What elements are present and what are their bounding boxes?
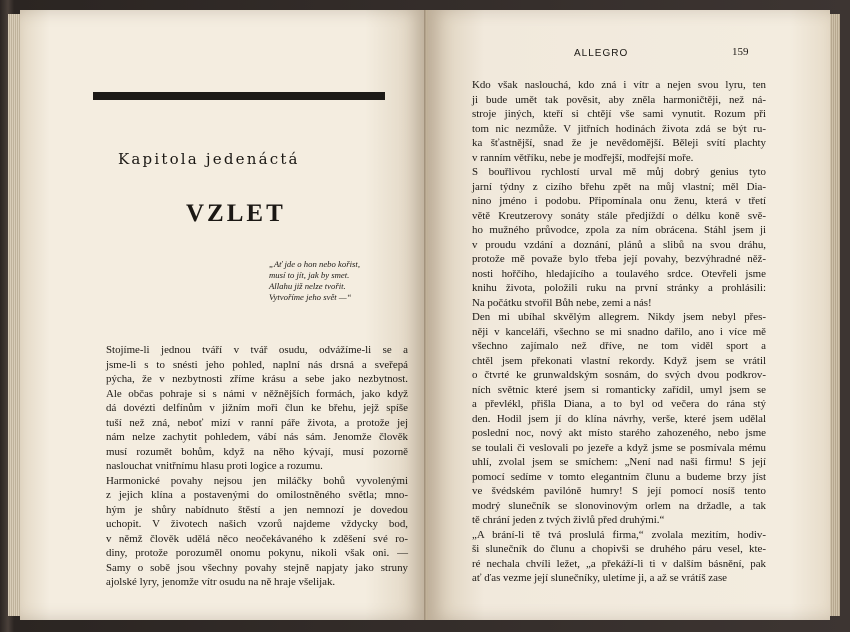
text-line: hým je shůry nabídnuto štěstí a jen nemnozí je dovedou <box>106 503 408 516</box>
text-line: uhlí, zvolal jsem se smíchem: „Není nad naši firmu! S její <box>472 456 766 468</box>
text-line: v ranním větříku, nebe je modřejší, modřejší moře. <box>472 151 694 164</box>
text-line: v němž člověk udělá něco neočekávaného k zděšení své ro- <box>106 532 408 545</box>
text-line: poslední noc, nový akt místo starého zahozeného, nebo jsme <box>472 427 766 439</box>
text-line: něji v kanceláři, všechno se mi snadno dařilo, ano i více mě <box>472 325 766 338</box>
epigraph-line: Vytvoříme jeho svět —“ <box>269 292 352 302</box>
text-line: ho mužného průvodce, zpola za ním obrácena. Stáhl jsem ji <box>472 224 766 236</box>
text-line: naslouchat vnitřnímu hlasu proti logice a rozumu. <box>106 460 323 472</box>
text-line: Ale občas pohraje si s námi v něžnějších formách, jako když <box>106 387 408 400</box>
left-body-text <box>92 343 408 590</box>
text-line: nosti hořčího, hledajícího a toulavého srdce. Otevřeli jsme <box>472 267 766 280</box>
text-line: Harmonické povahy nejsou jen miláčky bohů vyvolenými <box>106 474 408 487</box>
right-body-text <box>458 78 766 586</box>
text-line: ať ďas vezme její slunečníky, uletíme ji, a až se vrátíš zase <box>472 572 728 584</box>
paragraph <box>458 78 766 165</box>
epigraph-line: „Ať jde o hon nebo kořist, <box>269 259 360 269</box>
text-line: větě Kreutzerovy sonáty stále předjíždí o délku koně svě- <box>472 209 766 222</box>
text-line: z jejich klína a postavenými do omilostněného světla; mno- <box>106 489 408 501</box>
text-line: dá dovézti delfínům v jižním moři člun ke břehu, jejž spíše <box>106 402 408 414</box>
text-line: ajolské lyry, jenomže vítr osudu na ně hraje všelijak. <box>106 576 336 588</box>
epigraph <box>269 259 426 303</box>
text-line: Stojíme-li jednou tváří v tvář osudu, odvážíme-li se a <box>106 344 408 356</box>
epigraph-line: musí to jít, jak by smet. <box>269 270 350 280</box>
text-line: stroje jiných, kteří si chtějí vše sami vynutit. Rozum při <box>472 108 766 120</box>
text-line: se toulali či veslovali po jezeře a když jsme se posmívala mému <box>472 441 766 454</box>
text-line: ši slunečník do člunu a chopivši se druhého páru vesel, kte- <box>472 543 766 555</box>
text-line: ve švédském pavilóně humry! S její pomocí nosíš tento <box>472 485 766 497</box>
text-line: musí rozumět bohům, když na něho kývají, musí pozorně <box>106 445 408 458</box>
left-page-edges <box>8 14 20 616</box>
text-line: o čtvrté ke grunwaldským sosnám, do svých dvou podkrov- <box>472 369 766 381</box>
text-line: všechno zajímalo než dříve, ne tom viděl sport a <box>472 340 766 352</box>
text-line: tom nic nezmůže. V jitřních hodinách života zdá se být ru- <box>472 122 766 135</box>
right-page-edges <box>830 14 840 616</box>
text-line: ka šťastnější, snad že je nevědomější. Běleji svítí plachty <box>472 137 766 149</box>
text-line: pomocí sedíme v tomto elegantním člunu a budeme brzy jíst <box>472 470 766 483</box>
text-line: tuší než zná, neboť mizí v ranní páře života, a protože jej <box>106 416 408 429</box>
text-line: „A brání-li tě tvá proslulá firma,“ zvolala mezitím, hodiv- <box>472 528 766 541</box>
epigraph-line: Allahu již nelze tvořit. <box>269 281 346 291</box>
text-line: Samy o sobě jsou všechny povahy stejně napjaty jako struny <box>106 561 408 574</box>
text-line: protože mě považe bylo třeba její povahy, bezvýhradné něž- <box>472 253 766 265</box>
paragraph <box>92 343 408 474</box>
text-line: nino jméno i podobu. Připomínala onu ženu, která v třetí <box>472 195 766 207</box>
text-line: Den mi ubíhal skvělým allegrem. Nikdy jsem nebyl přes- <box>472 311 766 323</box>
text-line: nám nelze zachytit pohledem, vábí nás sám. Jenomže člověk <box>106 431 408 443</box>
page-number: 159 <box>732 46 749 58</box>
text-line: uchopit. V životech našich vzorů najdeme vždycky bod, <box>106 518 408 530</box>
paragraph <box>458 165 766 310</box>
text-line: den. Hodil jsem jí do klína návrhy, verše, které jsem udělal <box>472 412 766 425</box>
text-line: ré nechala chvíli ležet, „a překáží-li ti v dalším básnění, pak <box>472 557 766 570</box>
text-line: pýcha, že v nezbytnosti zříme krásu a sebe jako nezbytnost. <box>106 373 408 385</box>
text-line: modrý slunečník se slonovinovým orlem na držadle, a tak <box>472 499 766 512</box>
text-line: knihu života, položili ruku na první stránky a prohlásili: <box>472 282 766 294</box>
paragraph <box>458 528 766 586</box>
text-line: Na počátku stvořil Bůh nebe, zemi a nás! <box>472 296 652 309</box>
chapter-heading: Kapitola jedenáctá <box>118 150 300 168</box>
paragraph <box>92 474 408 590</box>
text-line: jsme-li s to snésti jeho pohled, naplní nás drsná a sveřepá <box>106 358 408 371</box>
text-line: ji bude umět tak pověsit, aby zněla harmoničtěji, než ná- <box>472 93 766 106</box>
left-page <box>20 10 426 620</box>
text-line: a převlékl, přišla Diana, a to byl od večera do rána stý <box>472 398 766 410</box>
text-line: diny, protože porozuměl onomu pokynu, nikoli však oni. — <box>106 547 408 559</box>
running-head: ALLEGRO <box>574 48 629 59</box>
text-line: S bouřlivou rychlostí urval mě můj dobrý genius tyto <box>472 166 766 178</box>
right-page <box>428 10 830 620</box>
text-line: ních světnic které jsem si romanticky zařídil, umyl jsem se <box>472 383 766 396</box>
text-line: tě chrání jeden z tvých živlů před druhými.“ <box>472 514 665 526</box>
chapter-rule <box>93 92 385 100</box>
text-line: v proudu vzdání a doznání, plánů a slibů na svou dráhu, <box>472 238 766 251</box>
paragraph <box>458 310 766 528</box>
text-line: jarní týdny z cizího břehu zpět na můj vlastní; měl Dia- <box>472 180 766 193</box>
chapter-title: VZLET <box>186 200 286 227</box>
text-line: Kdo však naslouchá, kdo zná i vítr a nejen svou lyru, ten <box>472 79 766 91</box>
text-line: chtěl jsem překonati vlastní rekordy. Když jsem se vrátil <box>472 354 766 367</box>
